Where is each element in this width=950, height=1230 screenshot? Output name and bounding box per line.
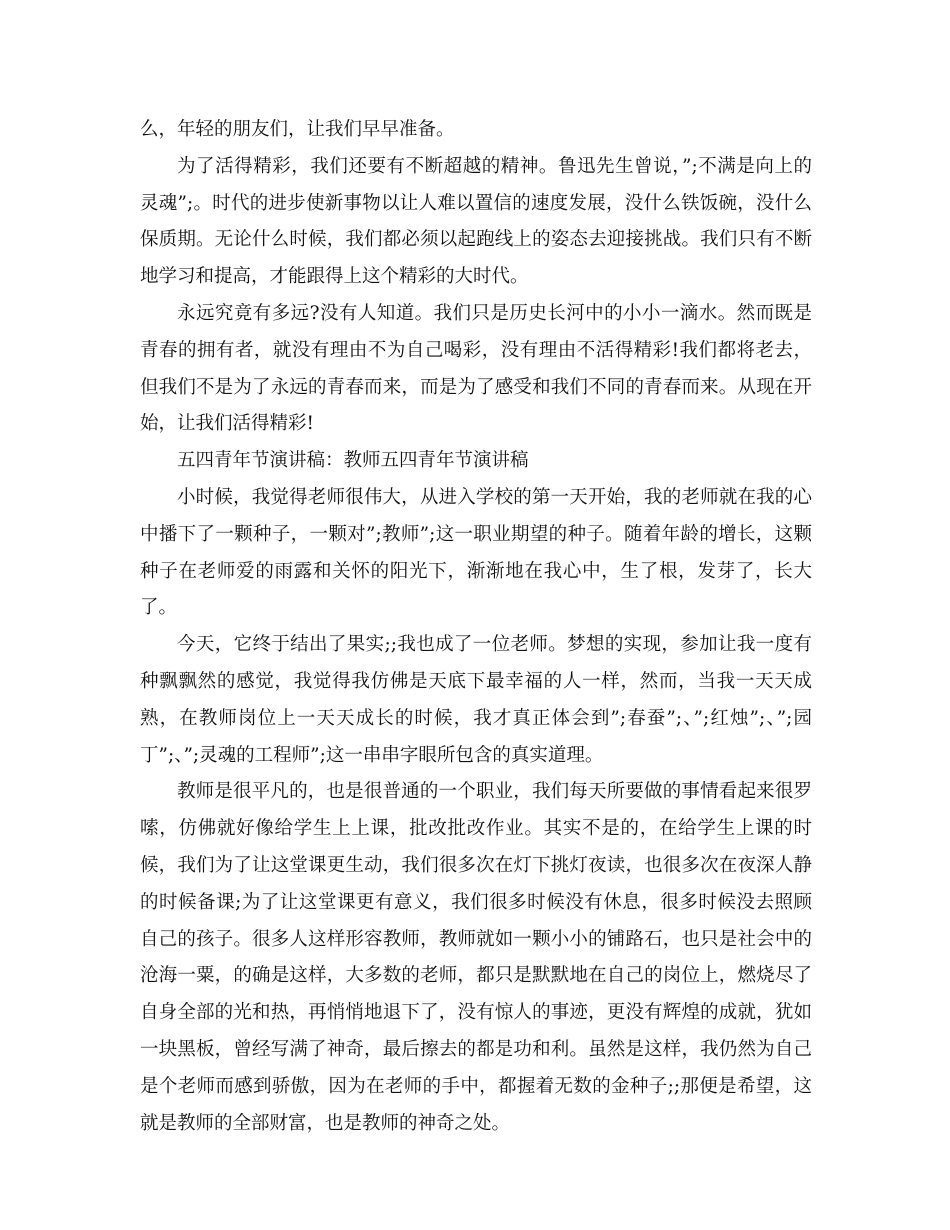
paragraph-became-teacher: 今天，它终于结出了果实;;我也成了一位老师。梦想的实现，参加让我一度有种飘飘然的感觉，我觉得我仿佛是天底下最幸福的人一样，然而，当我一天天成熟，在教师岗位上一天天成长的时候，我才真正体会到”;春蚕”;、”;红烛”;、”;园丁”;、”;灵魂的工程师”;这一串串字眼所包含的真实道理。 — [140, 634, 812, 766]
paragraph-youth-forever: 永远究竟有多远?没有人知道。我们只是历史长河中的小小一滴水。然而既是青春的拥有者，就没有理由不为自己喝彩，没有理由不活得精彩!我们都将老去，但我们不是为了永远的青春而来，而是为了感受和我们不同的青春而来。从现在开始，让我们活得精彩! — [140, 302, 812, 435]
paragraph-childhood-seed: 小时候，我觉得老师很伟大，从进入学校的第一天开始，我的老师就在我的心中播下了一颗种子，一颗对”;教师”;这一职业期望的种子。随着年龄的增长，这颗种子在老师爱的雨露和关怀的阳光下，渐渐地在我心中，生了根，发芽了，长大了。 — [140, 486, 812, 619]
document-body — [140, 112, 812, 1142]
paragraph-continuation: 么，年轻的朋友们，让我们早早准备。 — [140, 119, 455, 140]
paragraph-teacher-ordinary: 教师是很平凡的，也是很普通的一个职业，我们每天所要做的事情看起来很罗嗦，仿佛就好像给学生上上课，批改批改作业。其实不是的，在给学生上课的时候，我们为了让这堂课更生动，我们很多次在灯下挑灯夜读，也很多次在夜深人静的时候备课;为了让这堂课更有意义，我们很多时候没有休息，很多时候没去照顾自己的孩子。很多人这样形容教师，教师就如一颗小小的铺路石，也只是社会中的沧海一粟，的确是这样，大多数的老师，都只是默默地在自己的岗位上，燃烧尽了自身全部的光和热，再悄悄地退下了，没有惊人的事迹，更没有辉煌的成就，犹如一块黑板，曾经写满了神奇，最后擦去的都是功和利。虽然是这样，我仍然为自己是个老师而感到骄傲，因为在老师的手中，都握着无数的金种子;;那便是希望，这就是教师的全部财富，也是教师的神奇之处。 — [140, 781, 812, 1134]
section-title: 五四青年节演讲稿：教师五四青年节演讲稿 — [177, 450, 529, 472]
paragraph-striving-spirit: 为了活得精彩，我们还要有不断超越的精神。鲁迅先生曾说，”;不满是向上的灵魂”;。时代的进步使新事物以让人难以置信的速度发展，没什么铁饭碗，没什么保质期。无论什么时候，我们都必须以起跑线上的姿态去迎接挑战。我们只有不断地学习和提高，才能跟得上这个精彩的大时代。 — [140, 155, 812, 288]
